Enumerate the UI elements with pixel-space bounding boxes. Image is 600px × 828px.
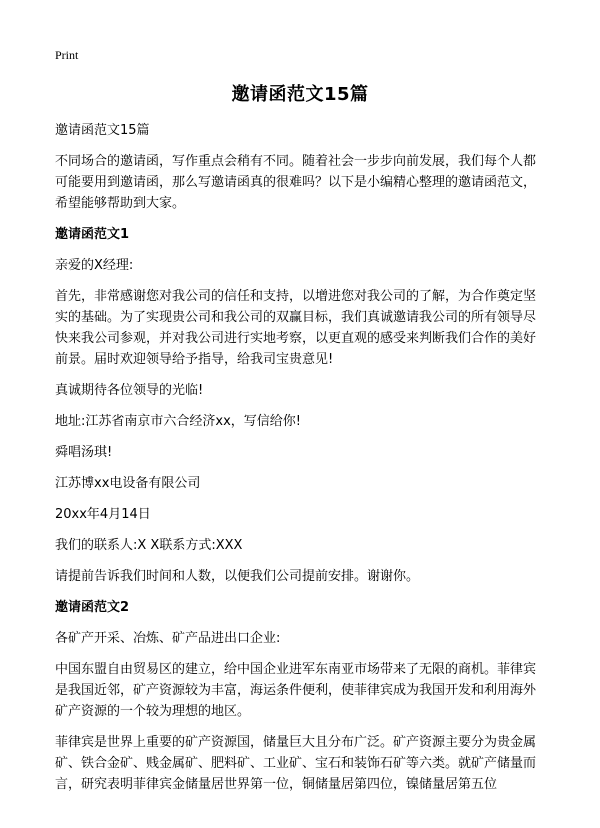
- body-paragraph: 首先，非常感谢您对我公司的信任和支持，以增进您对我公司的了解，为合作奠定坚实的基础。为了实现贵公司和我公司的双赢目标，我们真诚邀请我公司的所有领导尽快来我公司参观，并对我公司进行实地考察，以更直观的感受来判断我们合作的美好前景。届时欢迎领导给予指导，给我司宝贵意见!: [55, 289, 537, 367]
- intro-paragraph: 不同场合的邀请函，写作重点会稍有不同。随着社会一步步向前发展，我们每个人都可能要用到邀请函，那么写邀请函真的很难吗？以下是小编精心整理的邀请函范文，希望能够帮助到大家。: [55, 154, 537, 211]
- salutation: 各矿产开采、冶炼、矿产品进出口企业:: [55, 631, 281, 646]
- document-body: [55, 120, 547, 805]
- section-heading: 邀请函范文2: [55, 600, 130, 615]
- company-name: 江苏博xx电设备有限公司: [55, 476, 201, 491]
- section-heading: 邀请函范文1: [55, 227, 130, 242]
- salutation: 亲爱的X经理:: [55, 258, 134, 273]
- body-paragraph: 真诚期待各位领导的光临!: [55, 383, 204, 398]
- closing-line: 舜唱汤琪!: [55, 445, 113, 460]
- body-paragraph: 中国东盟自由贸易区的建立，给中国企业进军东南亚市场带来了无限的商机。菲律宾是我国近邻，矿产资源较为丰富，海运条件便利，使菲律宾成为我国开发和利用海外矿产资源的一个较为理想的地区。: [55, 662, 537, 719]
- address-line: 地址:江苏省南京市六合经济xx，写信给你!: [55, 414, 301, 429]
- body-paragraph: 请提前告诉我们时间和人数，以便我们公司提前安排。谢谢你。: [55, 569, 420, 584]
- document-title: 邀请函范文15篇: [231, 84, 369, 105]
- document-subtitle: 邀请函范文15篇: [55, 123, 150, 138]
- print-label: Print: [55, 48, 79, 62]
- contact-line: 我们的联系人:X X联系方式:XXX: [55, 538, 243, 553]
- body-paragraph: 菲律宾是世界上重要的矿产资源国，储量巨大且分布广泛。矿产资源主要分为贵金属矿、铁合金矿、贱金属矿、肥料矿、工业矿、宝石和装饰石矿等六类。就矿产储量而言，研究表明菲律宾金储量居世界第一位，铜储量居第四位，镍储量居第五位: [55, 735, 537, 792]
- date-line: 20xx年4月14日: [55, 507, 151, 522]
